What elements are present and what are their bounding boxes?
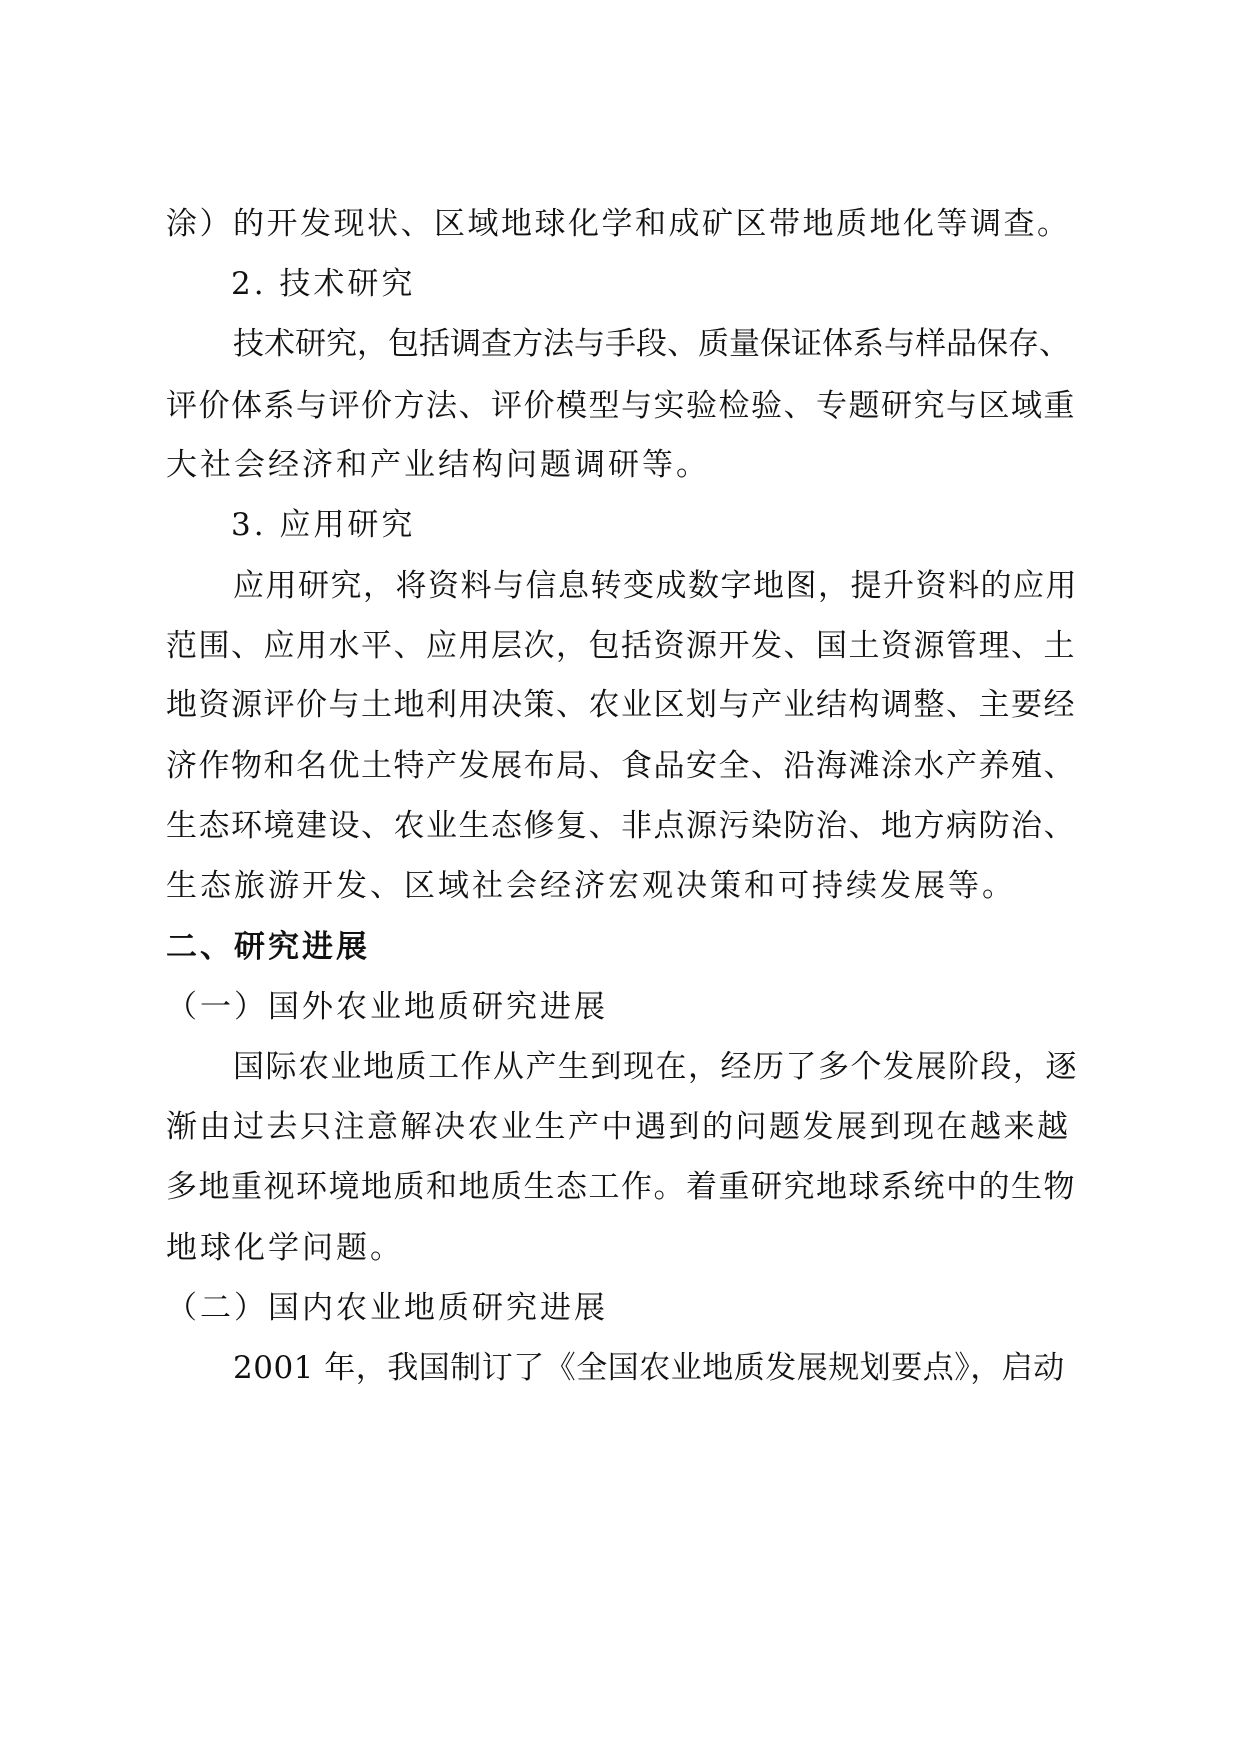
- subsection-heading-tech-research: 2. 技术研究: [231, 266, 416, 302]
- body-line-20: 2001 年，我国制订了《全国农业地质发展规划要点》，启动: [233, 1350, 1065, 1386]
- body-line-18: 地球化学问题。: [166, 1230, 404, 1266]
- subsection-heading-domestic-progress: （二）国内农业地质研究进展: [166, 1290, 608, 1326]
- body-line-16: 渐由过去只注意解决农业生产中遇到的问题发展到现在越来越: [166, 1109, 1071, 1145]
- body-line-4: 评价体系与评价方法、评价模型与实验检验、专题研究与区域重: [166, 388, 1076, 424]
- section-heading-research-progress: 二、研究进展: [166, 929, 370, 965]
- body-line-8: 范围、应用水平、应用层次，包括资源开发、国土资源管理、土: [166, 628, 1076, 664]
- subsection-heading-foreign-progress: （一）国外农业地质研究进展: [166, 989, 608, 1025]
- body-line-7: 应用研究，将资料与信息转变成数字地图，提升资料的应用: [233, 568, 1078, 604]
- body-line-9: 地资源评价与土地利用决策、农业区划与产业结构调整、主要经: [166, 687, 1076, 723]
- body-line-15: 国际农业地质工作从产生到现在，经历了多个发展阶段，逐: [233, 1049, 1078, 1085]
- body-line-10: 济作物和名优土特产发展布局、食品安全、沿海滩涂水产养殖、: [166, 748, 1076, 784]
- body-line-3: 技术研究，包括调查方法与手段、质量保证体系与样品保存、: [233, 326, 1070, 362]
- body-line-1: 涂）的开发现状、区域地球化学和成矿区带地质地化等调查。: [166, 206, 1071, 242]
- body-line-5: 大社会经济和产业结构问题调研等。: [166, 447, 710, 483]
- subsection-heading-applied-research: 3. 应用研究: [231, 507, 416, 543]
- body-line-17: 多地重视环境地质和地质生态工作。着重研究地球系统中的生物: [166, 1169, 1076, 1205]
- body-line-12: 生态旅游开发、区域社会经济宏观决策和可持续发展等。: [166, 868, 1016, 904]
- body-line-11: 生态环境建设、农业生态修复、非点源污染防治、地方病防治、: [166, 808, 1076, 844]
